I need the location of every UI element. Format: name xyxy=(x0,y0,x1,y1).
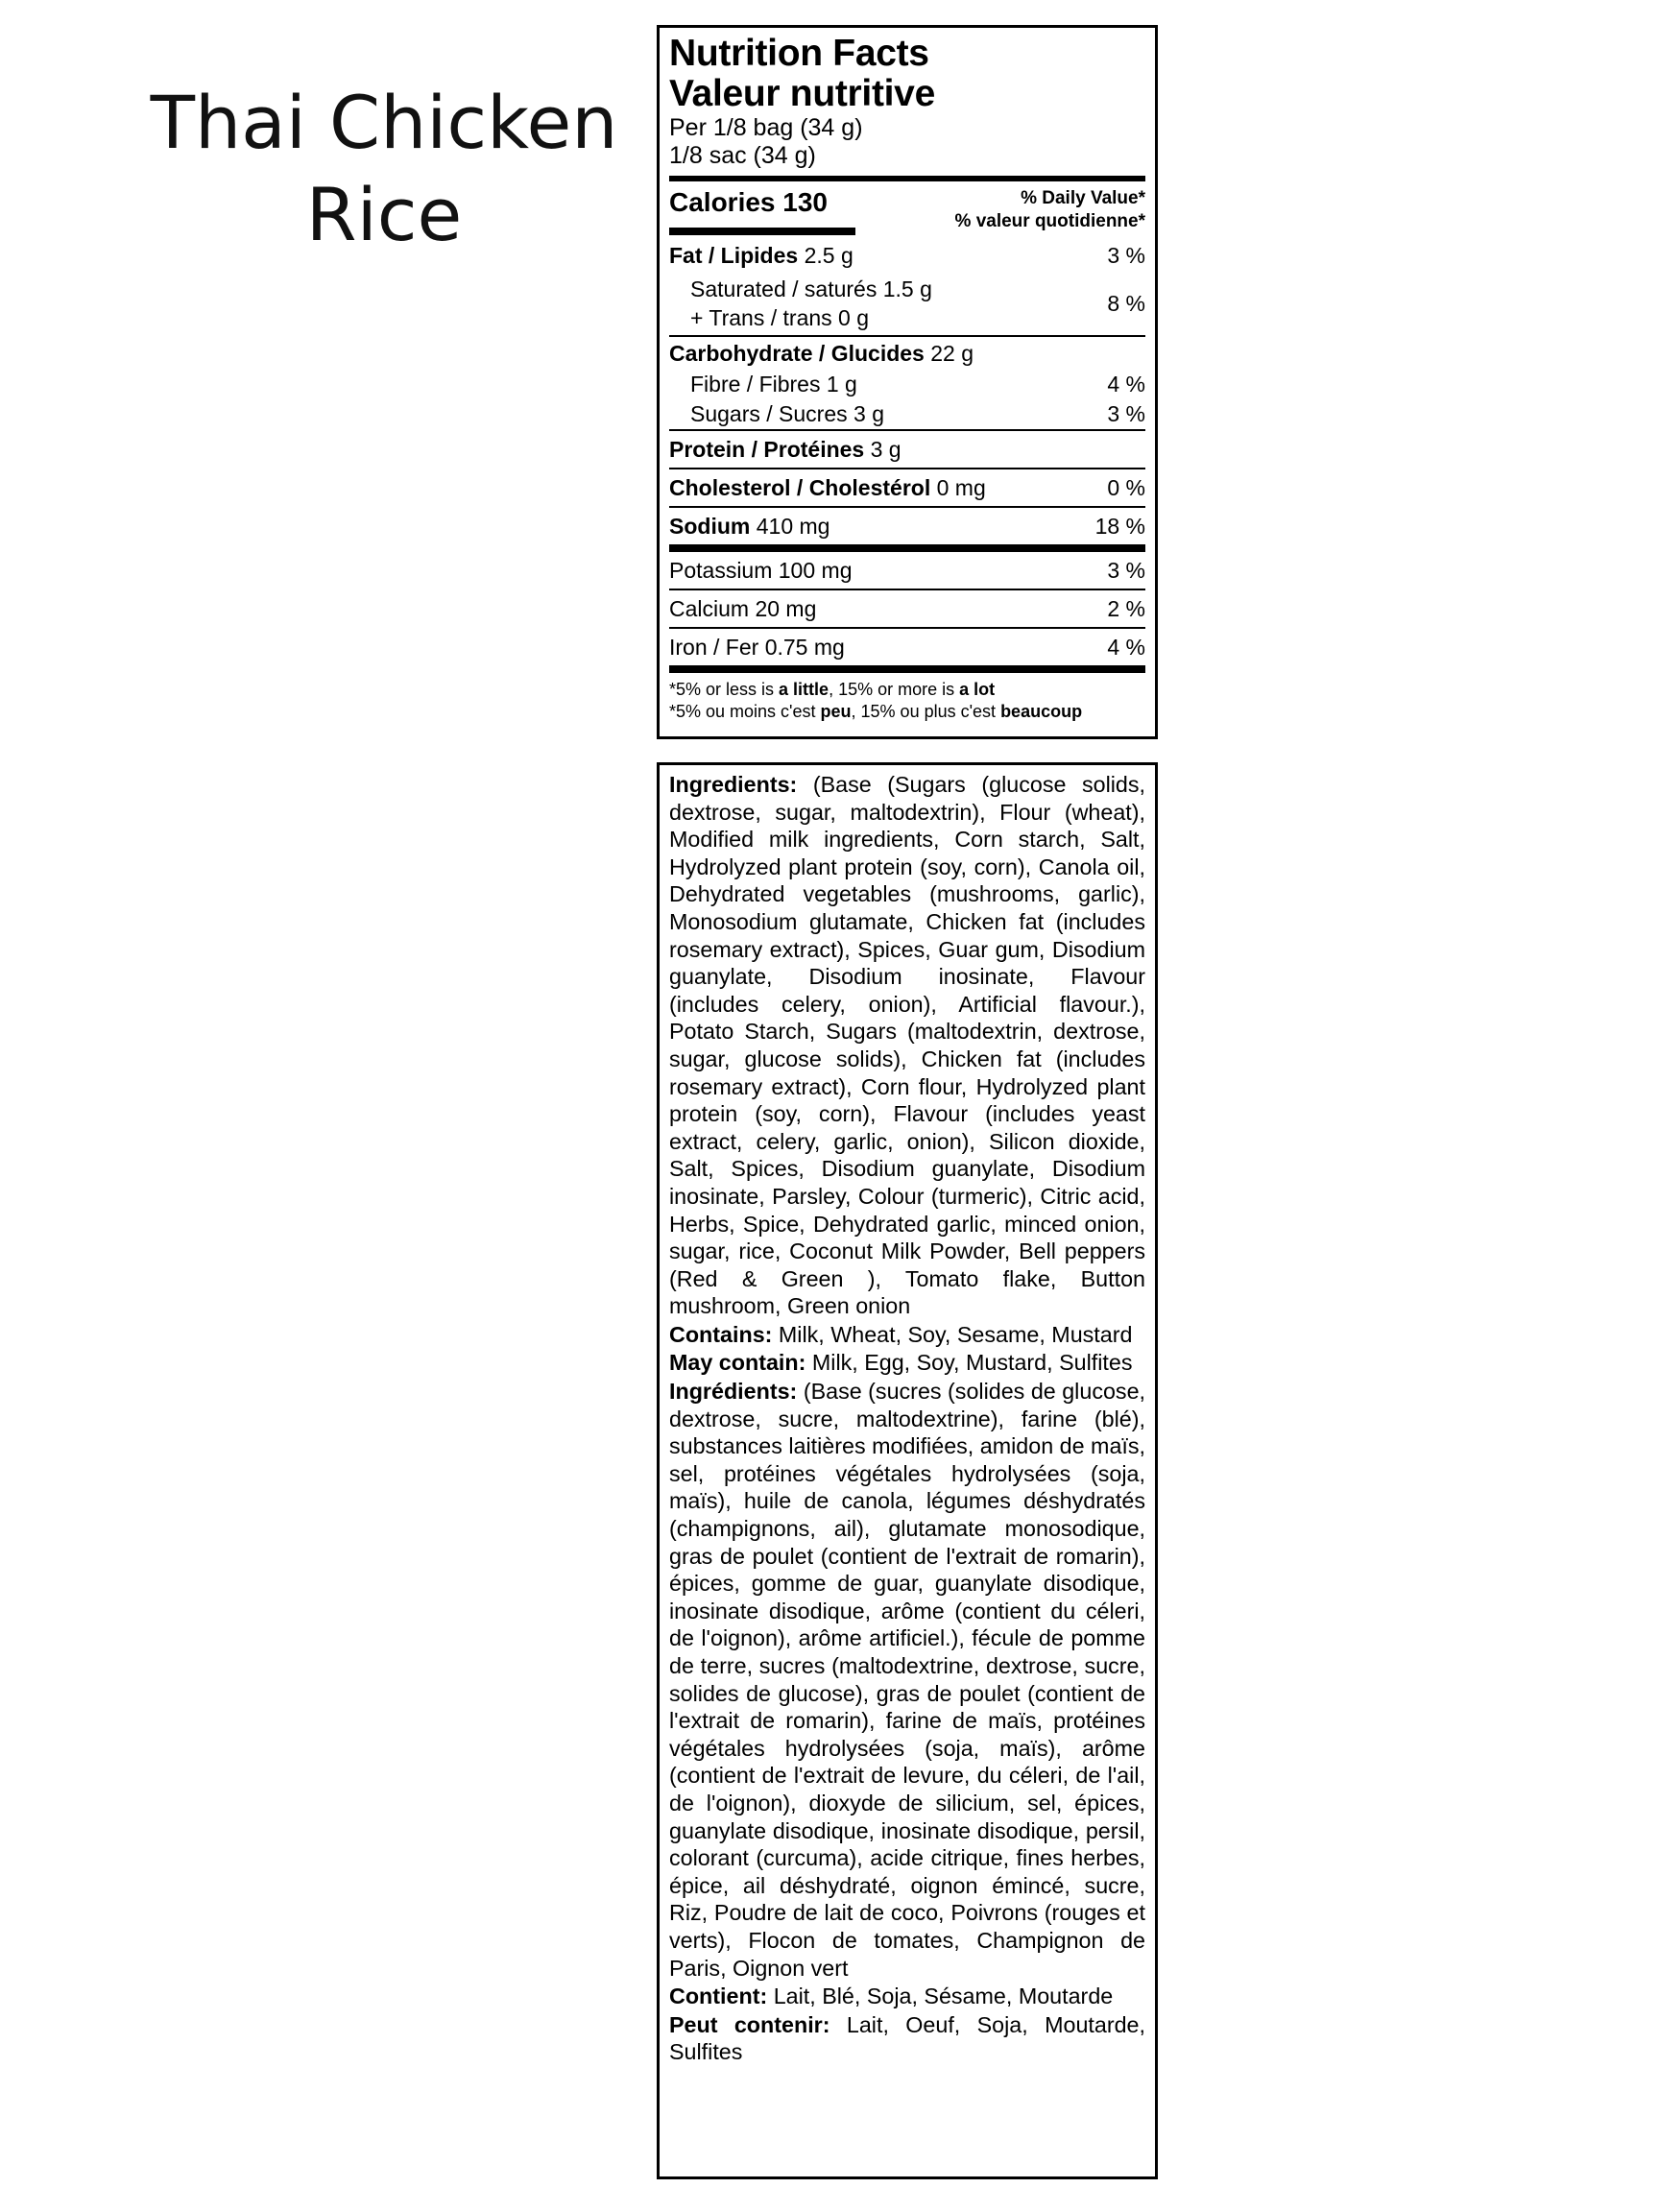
may-contain-fr-text: Lait, Oeuf, Soja, Moutarde, Sulfites xyxy=(669,2011,1145,2065)
ingredients-fr-label: Ingrédients: xyxy=(669,1379,798,1405)
potassium-label: Potassium 100 mg xyxy=(669,557,853,583)
product-title-line-2: Rice xyxy=(305,172,463,257)
sodium-amount: 410 mg xyxy=(756,513,830,539)
carbohydrate-label: Carbohydrate / Glucides xyxy=(669,340,925,366)
footnote-en-bold: a lot xyxy=(959,680,996,699)
footnote-en-part: , 15% or more is xyxy=(829,680,960,699)
nutrition-heading-fr: Valeur nutritive xyxy=(669,73,935,114)
contains-fr-label: Contient: xyxy=(669,1984,768,2009)
daily-value-label-en: % Daily Value* xyxy=(1021,188,1145,208)
ingredients-en-label: Ingredients: xyxy=(669,772,798,797)
protein-label: Protein / Protéines xyxy=(669,436,865,462)
ingredients-fr-text: (Base (sucres (solides de glucose, dextrose, sucre, maltodextrine), farine (blé), substances laitières modifiées, amidon de maïs, sel, protéines végétales hydrolysées (soja, maïs), huile de canola, légumes déshydratés (champignons, ail), glutamate monosodique, gras de poulet (contient de l'extrait de romarin), épices, gomme de guar, guanylate disodique, inosinate disodique, arôme (contient du céleri, de l'oignon), arôme artificiel.), fécule de pomme de terre, sucres (maltodextrine, dextrose, sucre, solides de glucose), gras de poulet (contient de l'extrait de romarin), farine de maïs, protéines végétales hydrolysées (soja, maïs), arôme (contient de l'extrait de levure, du céleri, de l'ail, de l'oignon), dioxyde de silicium, sel, épices, guanylate disodique, inosinate disodique, persil, colorant (curcuma), acide citrique, fines herbes, épice, ail déshydraté, oignon émincé, sucre, Riz, Poudre de lait de coco, Poivrons (rouges et verts), Flocon de tomates, Champignon de Paris, Oignon vert xyxy=(669,1379,1145,1981)
product-title-line-1: Thai Chicken xyxy=(150,80,618,165)
contains-en-label: Contains: xyxy=(669,1321,773,1347)
fat-row xyxy=(669,239,1145,272)
calories-underline xyxy=(669,228,855,235)
may-contain-fr xyxy=(669,2011,1145,2066)
fibre-dv: 4 % xyxy=(1107,371,1145,397)
cholesterol-amount: 0 mg xyxy=(936,474,986,500)
footnote-fr-bold: beaucoup xyxy=(1000,702,1083,721)
nutrition-heading-en: Nutrition Facts xyxy=(669,33,929,74)
cholesterol-row xyxy=(669,469,1145,506)
daily-value-label-fr: % valeur quotidienne* xyxy=(954,211,1145,231)
sugars-label: Sugars / Sucres 3 g xyxy=(690,400,884,426)
potassium-row xyxy=(669,552,1145,589)
footnote-en xyxy=(669,679,1145,701)
footnote-fr-bold: peu xyxy=(820,702,852,721)
cholesterol-dv: 0 % xyxy=(1107,474,1145,500)
footnote-fr-part: , 15% ou plus c'est xyxy=(851,702,1001,721)
may-contain-fr-label: Peut contenir: xyxy=(669,2011,830,2037)
footnote-en-part: *5% or less is xyxy=(669,680,780,699)
contains-en xyxy=(669,1321,1145,1349)
contains-en-text: Milk, Wheat, Soy, Sesame, Mustard xyxy=(772,1321,1133,1347)
fat-label: Fat / Lipides xyxy=(669,242,799,268)
saturated-label: Saturated / saturés 1.5 g xyxy=(690,276,932,301)
iron-dv: 4 % xyxy=(1107,634,1145,660)
calcium-row xyxy=(669,590,1145,627)
daily-value-footnote xyxy=(669,673,1145,723)
serving-size-en: Per 1/8 bag (34 g) xyxy=(669,114,863,141)
contains-fr-text: Lait, Blé, Soja, Sésame, Moutarde xyxy=(767,1984,1114,2009)
divider-thick xyxy=(669,544,1145,552)
may-contain-en xyxy=(669,1349,1145,1377)
product-title xyxy=(134,77,634,261)
calories-row xyxy=(669,181,1145,239)
protein-row xyxy=(669,431,1145,468)
fat-dv: 3 % xyxy=(1107,242,1145,268)
iron-label: Iron / Fer 0.75 mg xyxy=(669,634,845,660)
ingredients-panel xyxy=(657,762,1158,2179)
ingredients-en xyxy=(669,771,1145,1320)
sugars-dv: 3 % xyxy=(1107,400,1145,426)
sodium-label: Sodium xyxy=(669,513,751,539)
fat-amount: 2.5 g xyxy=(804,242,854,268)
ingredients-fr xyxy=(669,1378,1145,1982)
sodium-row xyxy=(669,508,1145,544)
saturated-trans-row xyxy=(669,272,1145,335)
may-contain-en-label: May contain: xyxy=(669,1350,806,1376)
saturated-trans-dv: 8 % xyxy=(1107,290,1145,316)
contains-fr xyxy=(669,1983,1145,2010)
daily-value-header xyxy=(955,187,1145,233)
footnote-en-bold: a little xyxy=(779,680,830,699)
may-contain-en-text: Milk, Egg, Soy, Mustard, Sulfites xyxy=(805,1350,1133,1376)
nutrition-facts-panel xyxy=(657,25,1158,739)
carbohydrate-amount: 22 g xyxy=(930,340,974,366)
fibre-label: Fibre / Fibres 1 g xyxy=(690,371,857,397)
calcium-label: Calcium 20 mg xyxy=(669,595,817,621)
serving-size-fr: 1/8 sac (34 g) xyxy=(669,142,816,169)
sodium-dv: 18 % xyxy=(1094,513,1145,539)
potassium-dv: 3 % xyxy=(1107,557,1145,583)
footnote-fr xyxy=(669,701,1145,723)
sugars-row xyxy=(669,398,1145,429)
fibre-row xyxy=(669,370,1145,398)
footnote-fr-part: *5% ou moins c'est xyxy=(669,702,821,721)
cholesterol-label: Cholesterol / Cholestérol xyxy=(669,474,931,500)
trans-label: + Trans / trans 0 g xyxy=(690,305,870,330)
calories-label: Calories 130 xyxy=(669,187,828,217)
divider-thick xyxy=(669,665,1145,673)
ingredients-en-text: (Base (Sugars (glucose solids, dextrose, sugar, maltodextrin), Flour (wheat), Modified milk ingredients, Corn starch, Salt, Hydrolyzed plant protein (soy, corn), Canola oil, Dehydrated vegetables (mushrooms, garlic), Monosodium glutamate, Chicken fat (includes rosemary extract), Spices, Guar gum, Disodium guanylate, Disodium inosinate, Flavour (includes celery, onion), Artificial flavour.), Potato Starch, Sugars (maltodextrin, dextrose, sugar, glucose solids), Chicken fat (includes rosemary extract), Corn flour, Hydrolyzed plant protein (soy, corn), Flavour (includes yeast extract, celery, garlic, onion), Silicon dioxide, Salt, Spices, Disodium guanylate, Disodium inosinate, Parsley, Colour (turmeric), Citric acid, Herbs, Spice, Dehydrated garlic, minced onion, sugar, rice, Coconut Milk Powder, Bell peppers (Red & Green ), Tomato flake, Button mushroom, Green onion xyxy=(669,772,1145,1319)
calcium-dv: 2 % xyxy=(1107,595,1145,621)
carbohydrate-row xyxy=(669,337,1145,370)
protein-amount: 3 g xyxy=(870,436,902,462)
iron-row xyxy=(669,629,1145,665)
